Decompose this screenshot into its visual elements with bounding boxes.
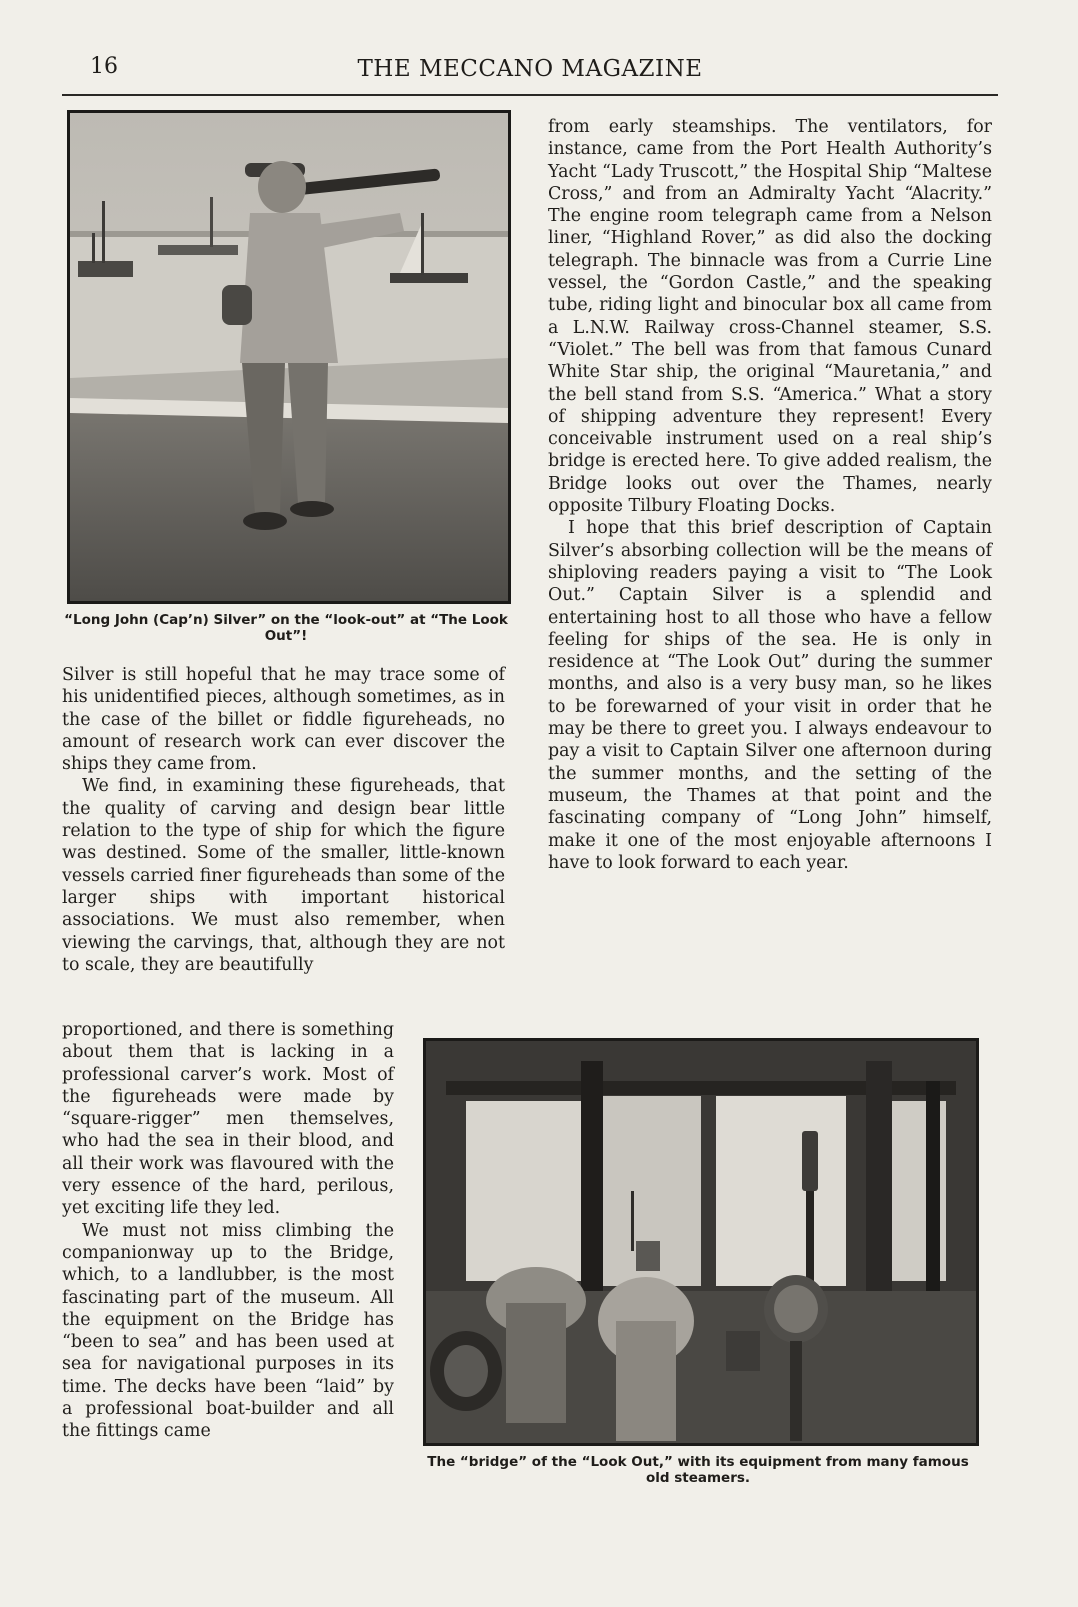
paragraph: from early steamships. The ventilators, for instance, came from the Port Health Authority’s Yacht “Lady Truscott,” the Hospital Ship “Maltese Cross,” and from an Admiralty Yacht “Alacrity.” The engine room telegraph came from a Nelson liner, “Highland Rover,” as did also the docking telegraph. The binnacle was from a Currie Line vessel, the “Gordon Castle,” and the speaking tube, riding light and binocular box all came from a L.N.W. Railway cross-Channel steamer, S.S. “Violet.” The bell was from that famous Cunard White Star ship, the original “Mauretania,” and the bell stand from S.S. “America.” What a story of shipping adventure they represent! Every conceivable instrument used on a real ship’s bridge is erected here. To give added realism, the Bridge looks out over the Thames, nearly opposite Tilbury Floating Docks. bbox=[548, 117, 992, 517]
lookout-photo-caption: “Long John (Cap’n) Silver” on the “look-out” at “The Look Out”! bbox=[64, 612, 508, 644]
right-column-text bbox=[548, 116, 992, 874]
magazine-title: THE MECCANO MAGAZINE bbox=[357, 56, 703, 82]
paragraph: proportioned, and there is something about them that is lacking in a professional carver’s work. Most of the figureheads were made by “square-rigger” men themselves, who had the sea in their blood, and all their work was flavoured with the very essence of the hard, perilous, yet exciting life they led. bbox=[62, 1020, 394, 1219]
paragraph: We must not miss climbing the companionway up to the Bridge, which, to a landlubber, is the most fascinating part of the museum. All the equipment on the Bridge has “been to sea” and has been used at sea for navigational purposes in its time. The decks have been “laid” by a professional boat-builder and all the fittings came bbox=[62, 1220, 394, 1442]
left-narrow-column-text bbox=[62, 1019, 394, 1443]
left-column-text bbox=[62, 664, 505, 976]
lookout-photo-image bbox=[70, 113, 508, 601]
page-number: 16 bbox=[90, 54, 118, 79]
paragraph: I hope that this brief description of Captain Silver’s absorbing collection will be the means of shiploving readers paying a visit to “The Look Out.” Captain Silver is a splendid and entertaining host to all those who have a fellow feeling for ships of the sea. He is only in residence at “The Look Out” during the summer months, and also is a very busy man, so he likes to be forewarned of your visit in order that he may be there to greet you. I always endeavour to pay a visit to Captain Silver one afternoon during the summer months, and the setting of the museum, the Thames at that point and the fascinating company of “Long John” himself, make it one of the most enjoyable afternoons I have to look forward to each year. bbox=[548, 518, 992, 873]
lookout-photo bbox=[67, 110, 511, 604]
bridge-photo-caption: The “bridge” of the “Look Out,” with its equipment from many famous old steamers. bbox=[427, 1454, 969, 1486]
bridge-photo-image bbox=[426, 1041, 976, 1443]
paragraph: Silver is still hopeful that he may trace some of his unidentified pieces, although sometimes, as in the case of the billet or fiddle figureheads, no amount of research work can ever discover the ships they came from. bbox=[62, 665, 505, 775]
bridge-photo bbox=[423, 1038, 979, 1446]
paragraph: We find, in examining these figureheads, that the quality of carving and design bear little relation to the type of ship for which the figure was destined. Some of the smaller, little-known vessels carried finer figureheads than some of the larger ships with important historical associations. We must also remember, when viewing the carvings, that, although they are not to scale, they are beautifully bbox=[62, 776, 505, 975]
page-header bbox=[62, 50, 998, 96]
